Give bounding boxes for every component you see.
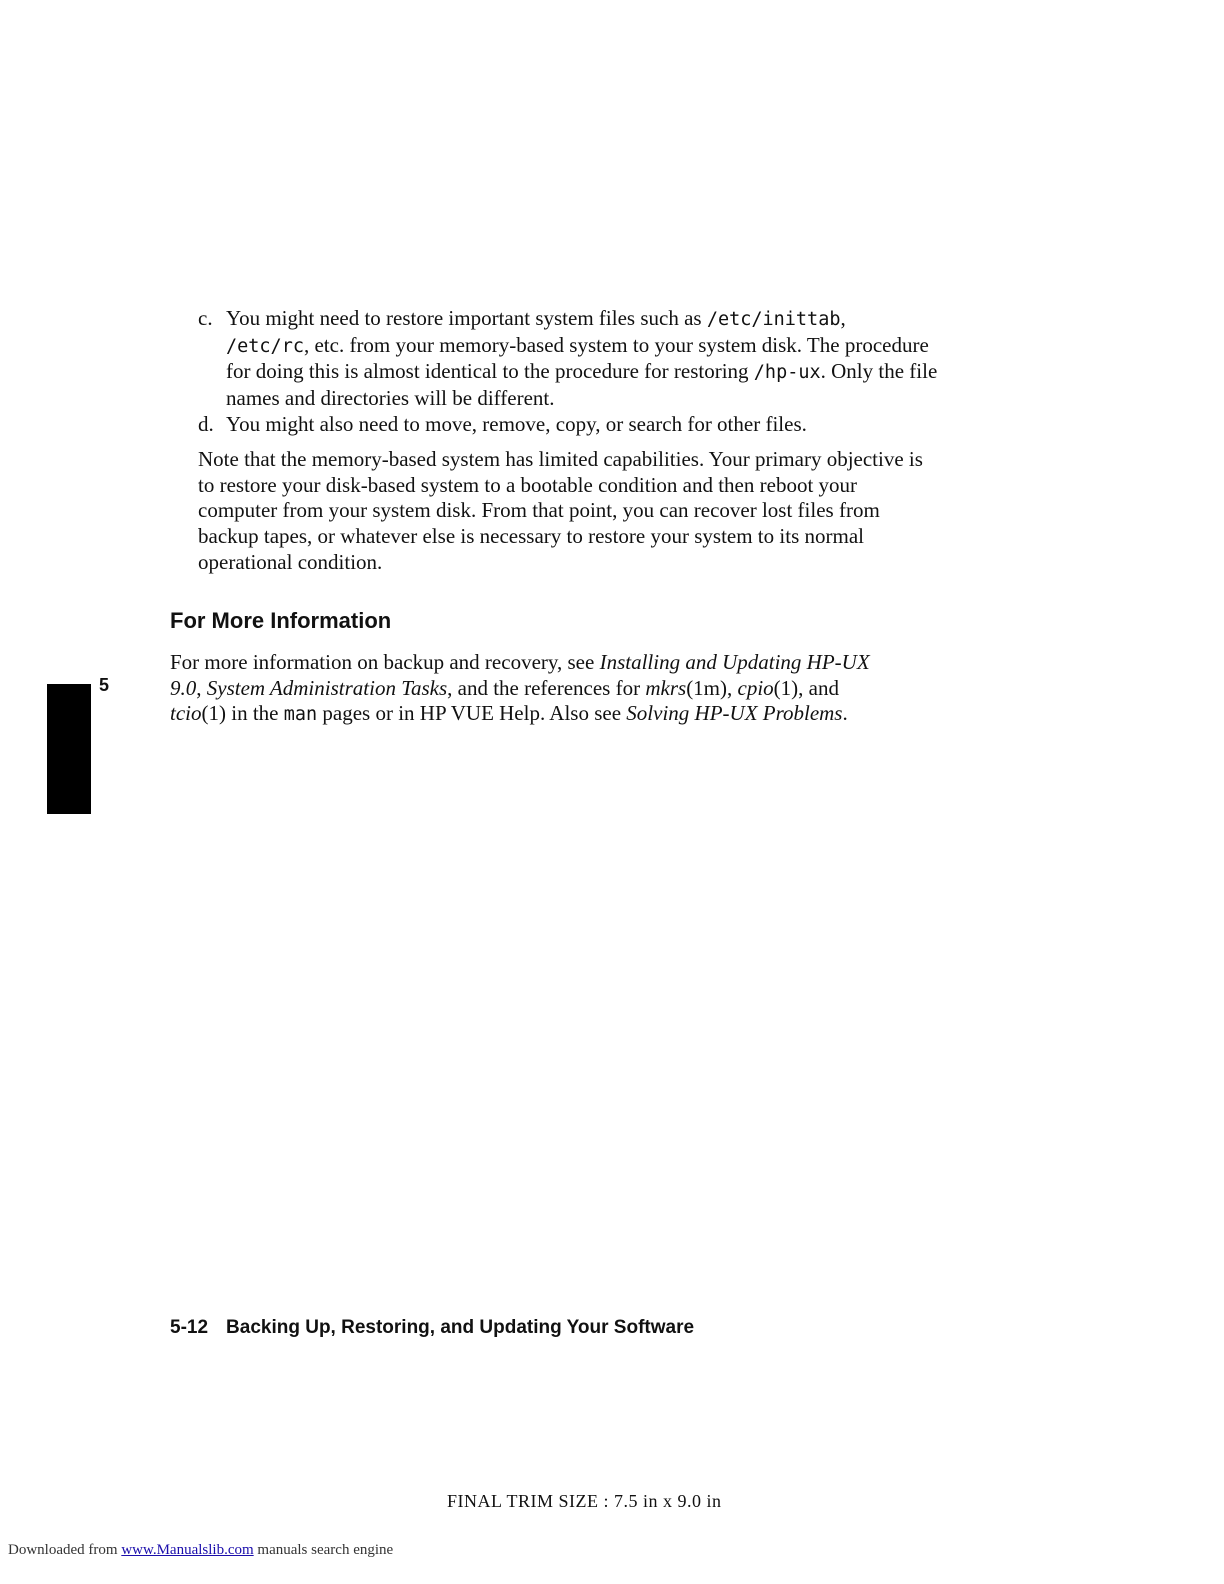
list-item-c: [198, 306, 938, 412]
list-marker: c.: [198, 306, 213, 330]
text: For more information on backup and recovery, see: [170, 650, 600, 674]
list-text: . Only the file names and directories will be different.: [226, 359, 938, 411]
footer-title: Backing Up, Restoring, and Updating Your Software: [226, 1317, 695, 1338]
code-man: man: [283, 704, 318, 726]
book-title: Solving HP-UX Problems: [626, 701, 843, 726]
man-ref: mkrs: [645, 675, 687, 700]
list-item-d: [198, 412, 938, 438]
text: ,: [196, 675, 207, 700]
code-path: /etc/inittab: [706, 309, 841, 330]
code-path: /hp-ux: [753, 362, 821, 384]
step-list: [198, 306, 938, 438]
page-footer: [170, 1317, 694, 1339]
book-title: System Administration Tasks: [206, 675, 448, 700]
list-text: You might need to restore important system files such as: [226, 306, 707, 330]
more-info-paragraph: [170, 650, 900, 728]
page-number: 5-12: [170, 1317, 209, 1338]
man-ref: tcio: [170, 701, 202, 726]
text: , and the references for: [447, 675, 646, 700]
text: .: [842, 701, 848, 726]
list-marker: d.: [198, 411, 214, 436]
text: (1), and: [773, 675, 839, 700]
book-title: Installing and Updating HP-UX 9.0: [170, 650, 870, 700]
code-path: /etc/rc: [226, 335, 304, 357]
note-paragraph: Note that the memory-based system has limited capabilities. Your primary objective is to restore your disk-based system to a bootable condition and then reboot your computer from your system disk. From that point, you can recover lost files from backup tapes, or whatever else is necessary to restore your system to its normal operational condition.: [198, 447, 923, 574]
download-credit: [8, 1542, 393, 1559]
chapter-number: 5: [99, 675, 110, 695]
text: (1) in the: [201, 701, 284, 726]
text: (1m),: [686, 675, 738, 700]
section-heading: For More Information: [170, 608, 392, 633]
list-text: , etc. from your memory-based system to your system disk. The procedure for doing this is almost identical to the procedure for restoring: [226, 332, 929, 384]
list-text: ,: [840, 306, 846, 330]
man-ref: cpio: [737, 675, 774, 700]
chapter-tab: [47, 684, 91, 814]
list-text: You might also need to move, remove, copy, or search for other files.: [226, 411, 807, 436]
text: pages or in HP VUE Help. Also see: [317, 701, 627, 726]
download-prefix: Downloaded from: [8, 1542, 122, 1558]
manualslib-link[interactable]: www.Manualslib.com: [121, 1542, 254, 1558]
trim-size-note: FINAL TRIM SIZE : 7.5 in x 9.0 in: [447, 1491, 722, 1511]
download-suffix: manuals search engine: [253, 1542, 394, 1558]
